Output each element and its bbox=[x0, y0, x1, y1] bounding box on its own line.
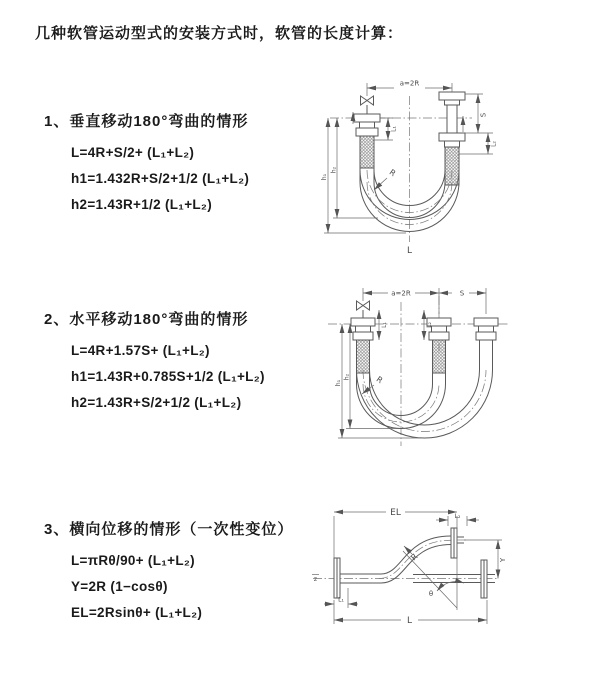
left-connector bbox=[354, 114, 380, 168]
dim-label-length: L bbox=[406, 246, 413, 256]
straight-pipe-position bbox=[413, 560, 495, 598]
right-connector bbox=[474, 318, 498, 340]
dim-label-l2: L₂ bbox=[490, 141, 498, 147]
section-1 bbox=[44, 110, 249, 218]
valve-icon bbox=[361, 96, 374, 114]
dim-label-el: EL bbox=[390, 508, 401, 518]
formula-offset: Y=2R (1−cosθ) bbox=[71, 579, 168, 594]
formula-length: L=4R+S/2+ (L₁+L₂) bbox=[71, 145, 195, 160]
dimensions bbox=[324, 508, 507, 626]
section-1-heading: 1、垂直移动180°弯曲的情形 bbox=[44, 113, 249, 130]
dim-label-h1: h₁ bbox=[335, 379, 342, 387]
formula-el: EL=2Rsinθ+ (L₁+L₂) bbox=[71, 605, 203, 620]
dim-label-l2: L₂ bbox=[454, 513, 461, 520]
diagram-lateral-displacement bbox=[301, 496, 600, 648]
dim-label-h2: h₂ bbox=[343, 373, 351, 381]
formula-h2: h2=1.43R+1/2 (L₁+L₂) bbox=[71, 197, 213, 212]
formula-h2: h2=1.43R+S/2+1/2 (L₁+L₂) bbox=[71, 395, 242, 410]
formula-h1: h1=1.43R+0.785S+1/2 (L₁+L₂) bbox=[71, 369, 265, 384]
dim-label-travel: S bbox=[479, 112, 488, 118]
dim-label-length: L bbox=[406, 616, 413, 626]
dim-label-l1: L₁ bbox=[390, 126, 398, 132]
dim-label-offset: Y bbox=[499, 557, 507, 563]
page-title: 几种软管运动型式的安装方式时，软管的长度计算： bbox=[35, 25, 404, 42]
upper-flange bbox=[451, 528, 467, 558]
axis-mark: z bbox=[313, 576, 318, 583]
left-connector bbox=[351, 318, 375, 373]
formula-length: L=πRθ/90+ (L₁+L₂) bbox=[71, 553, 195, 568]
dim-label-radius: R bbox=[409, 551, 420, 563]
section-3 bbox=[44, 518, 293, 626]
left-flange bbox=[334, 558, 381, 598]
dim-label-span: a=2R bbox=[391, 289, 411, 298]
dim-label-radius: R bbox=[387, 167, 398, 179]
dim-label-l1: L₁ bbox=[338, 596, 344, 604]
section-3-heading: 3、横向位移的情形（一次性变位） bbox=[44, 521, 294, 538]
dim-label-radius: R bbox=[374, 374, 385, 386]
right-connector bbox=[439, 92, 465, 185]
dim-label-l2: L₂ bbox=[426, 322, 433, 328]
dim-label-travel: S bbox=[459, 289, 465, 298]
section-2 bbox=[44, 308, 265, 416]
dim-label-span: a=2R bbox=[399, 79, 420, 88]
dim-label-angle: θ bbox=[428, 590, 434, 598]
section-2-heading: 2、水平移动180°弯曲的情形 bbox=[44, 311, 249, 328]
dim-label-h2: h₂ bbox=[330, 166, 338, 174]
valve-icon bbox=[357, 301, 370, 318]
diagram-vertical-180-bend bbox=[306, 70, 600, 270]
dimensions bbox=[321, 80, 498, 257]
dim-label-l1: L₁ bbox=[381, 322, 388, 328]
dim-label-h1: h₁ bbox=[321, 173, 328, 181]
formula-length: L=4R+1.57S+ (L₁+L₂) bbox=[71, 343, 210, 358]
hose bbox=[357, 340, 493, 438]
diagram-horizontal-180-bend bbox=[316, 278, 600, 464]
formula-h1: h1=1.432R+S/2+1/2 (L₁+L₂) bbox=[71, 171, 250, 186]
